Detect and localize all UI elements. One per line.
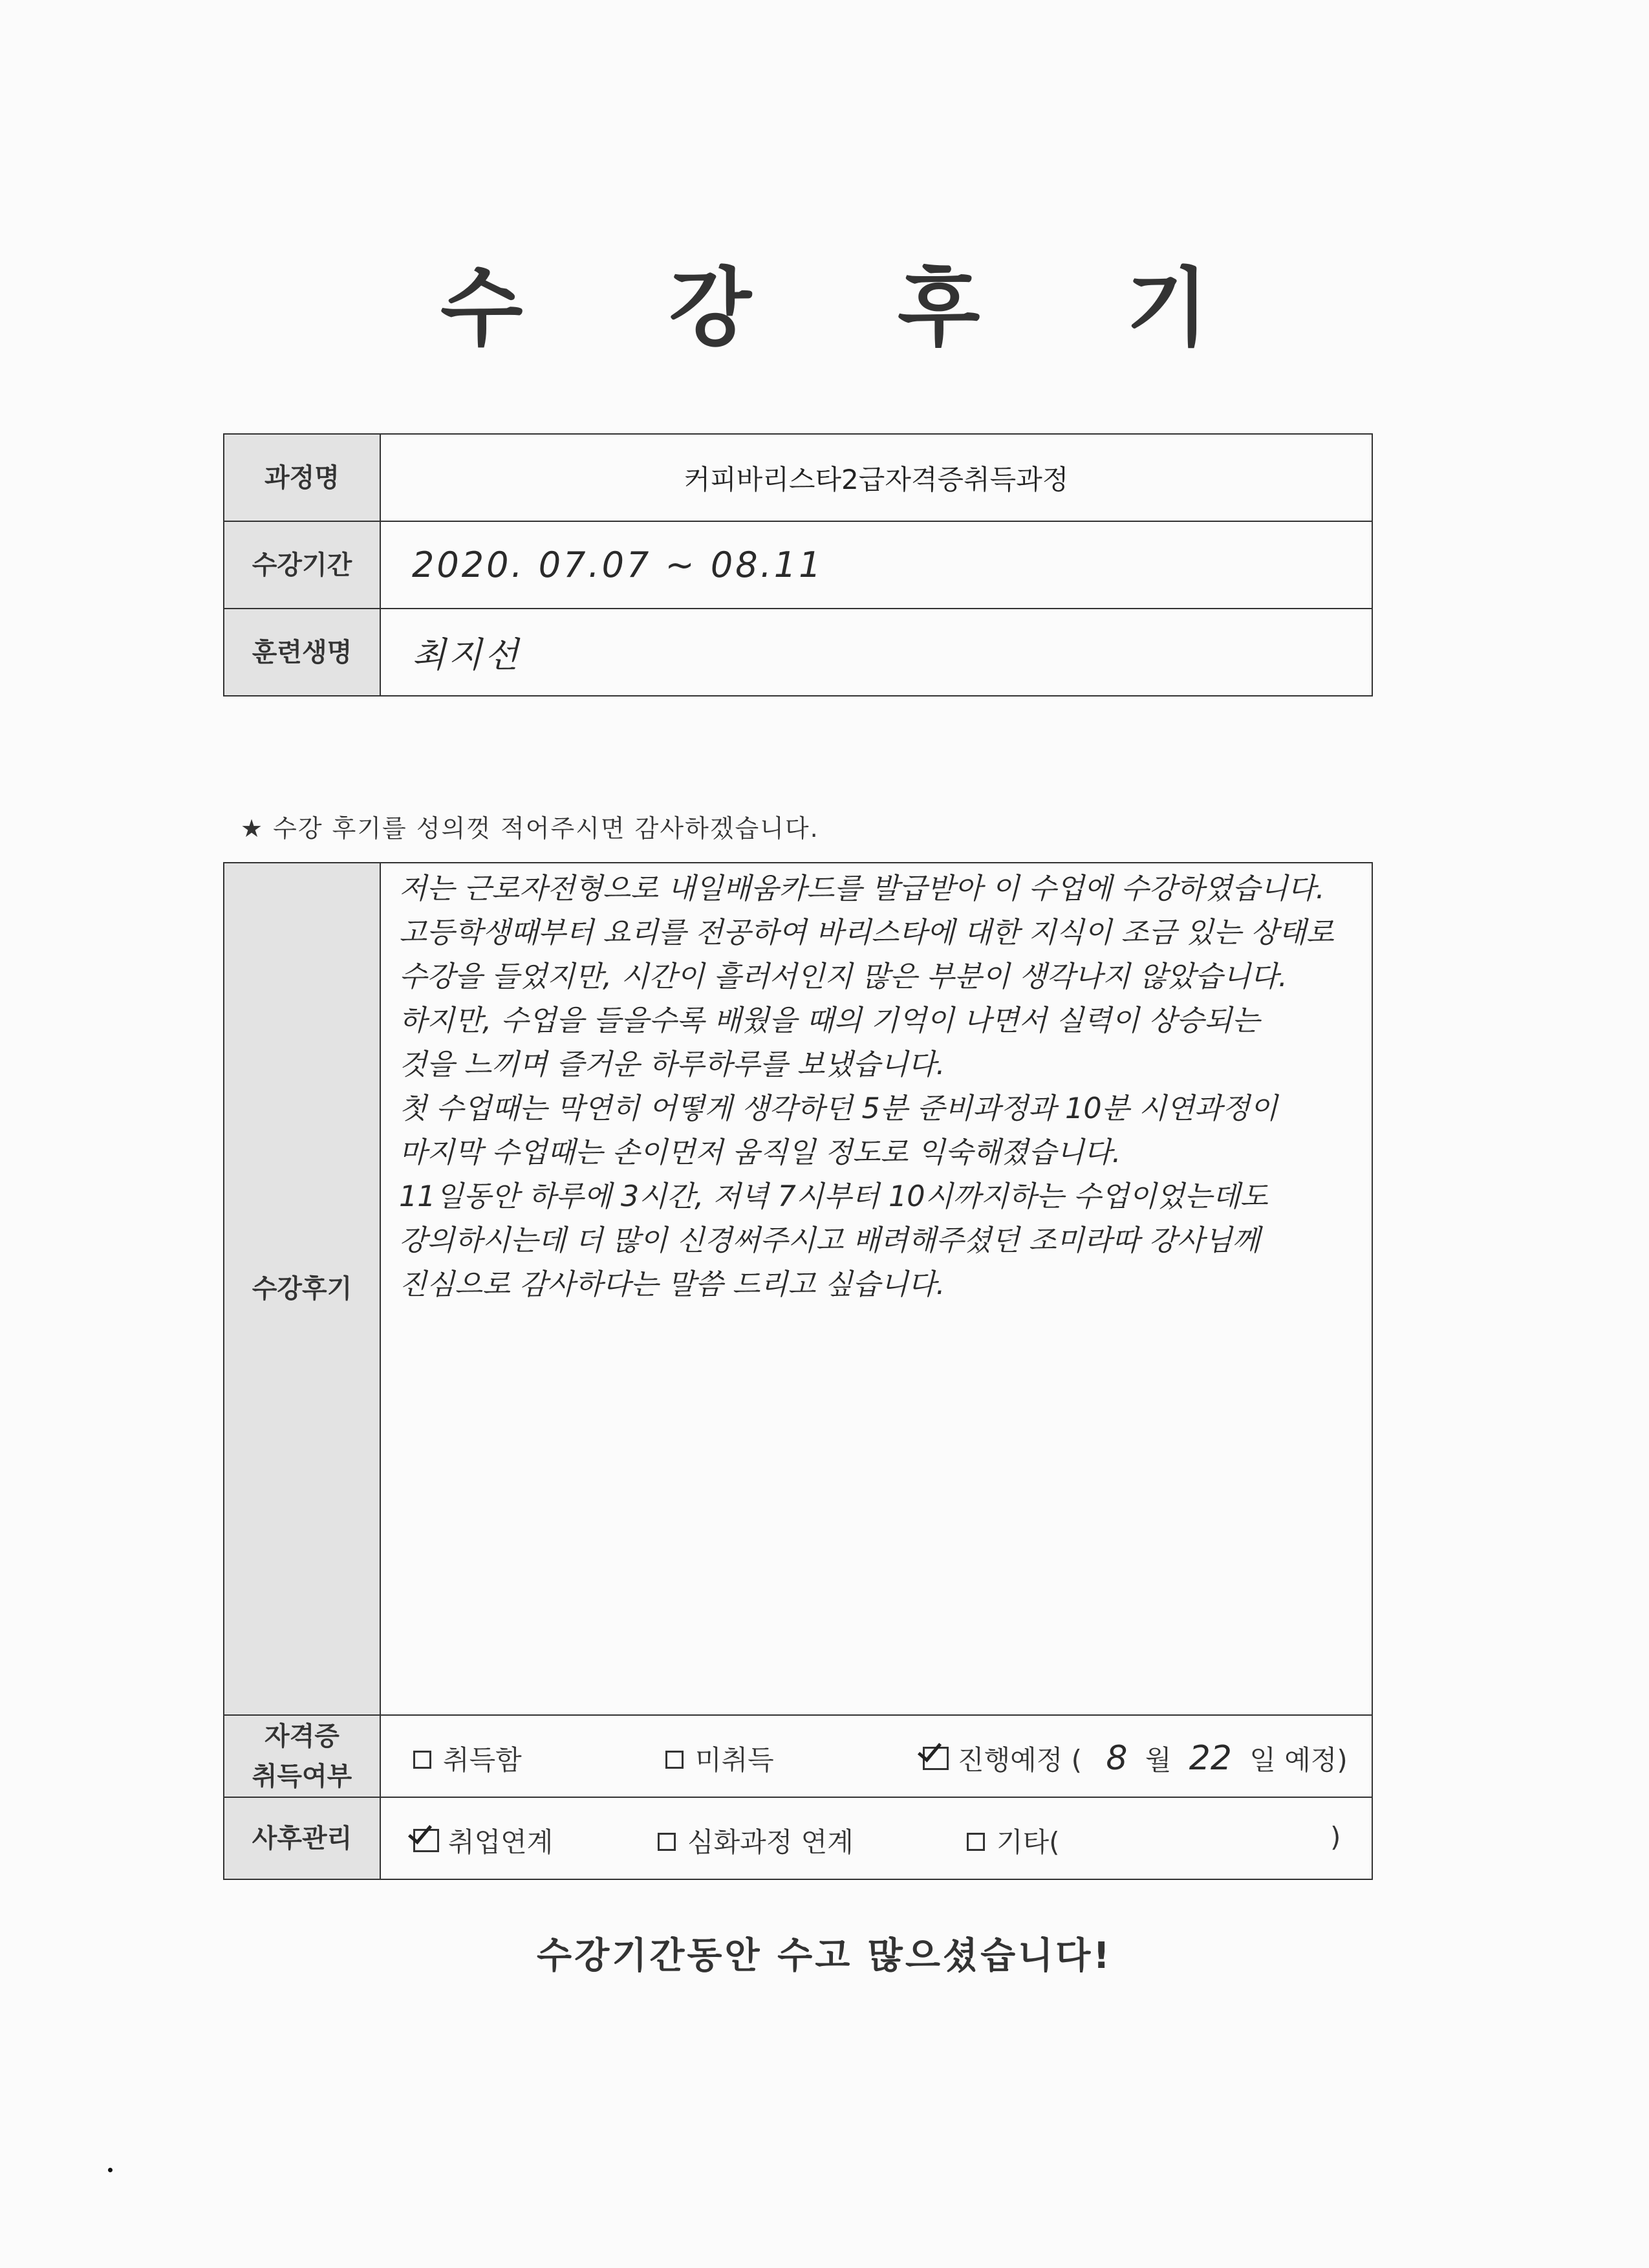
review-table	[223, 862, 1373, 1880]
option-employment[interactable]	[413, 1821, 553, 1860]
review-line: 저는 근로자전형으로 내일배움카드를 발급받아 이 수업에 수강하였습니다.	[399, 872, 1325, 905]
period-label: 수강기간	[224, 521, 380, 609]
aftercare-row	[224, 1797, 1372, 1879]
aftercare-label: 사후관리	[224, 1797, 380, 1879]
option-other-label: 기타(	[997, 1826, 1060, 1858]
option-in-progress[interactable]	[923, 1739, 1348, 1778]
day-unit: 일 예정)	[1249, 1744, 1348, 1776]
review-line: 마지막 수업때는 손이먼저 움직일 정도로 익숙해졌습니다.	[399, 1136, 1121, 1169]
review-line: 하지만, 수업을 들을수록 배웠을 때의 기억이 나면서 실력이 상승되는	[399, 1004, 1260, 1037]
certification-label-line2: 취득여부	[252, 1761, 352, 1791]
checkbox-empty-icon[interactable]	[658, 1833, 676, 1851]
checkbox-checked-icon[interactable]	[923, 1747, 949, 1770]
course-value: 커피바리스타2급자격증취득과정	[380, 434, 1372, 521]
checkbox-empty-icon[interactable]	[967, 1833, 985, 1851]
period-row	[224, 521, 1372, 609]
option-not-acquired[interactable]	[665, 1739, 774, 1778]
option-other-close: )	[1330, 1821, 1341, 1853]
review-line: 것을 느끼며 즐거운 하루하루를 보냈습니다.	[399, 1048, 945, 1081]
certification-label	[224, 1715, 380, 1797]
checkbox-empty-icon[interactable]	[413, 1751, 431, 1769]
option-advanced-label: 심화과정 연계	[687, 1826, 854, 1858]
checkbox-empty-icon[interactable]	[665, 1751, 684, 1769]
option-in-progress-label: 진행예정 (	[958, 1744, 1083, 1776]
course-label: 과정명	[224, 434, 380, 521]
period-value: 2020. 07.07 ~ 08.11	[380, 521, 1372, 609]
option-advanced[interactable]	[658, 1821, 854, 1860]
month-unit: 월	[1145, 1744, 1172, 1776]
option-acquired[interactable]	[413, 1739, 522, 1778]
scan-speck	[108, 2168, 113, 2172]
option-not-acquired-label: 미취득	[695, 1744, 774, 1776]
option-employment-label: 취업연계	[448, 1826, 554, 1858]
planned-month: 8	[1106, 1739, 1128, 1778]
option-acquired-label: 취득함	[443, 1744, 522, 1776]
review-line: 수강을 들었지만, 시간이 흘러서인지 많은 부분이 생각나지 않았습니다.	[399, 960, 1288, 993]
page-title: 수 강 후 기	[440, 259, 1267, 358]
certification-row	[224, 1715, 1372, 1797]
planned-day: 22	[1189, 1739, 1232, 1778]
trainee-name-value: 최지선	[380, 609, 1372, 696]
review-row	[224, 863, 1372, 1715]
review-line: 강의하시는데 더 많이 신경써주시고 배려해주셨던 조미라따 강사님께	[399, 1224, 1260, 1257]
course-info-table	[223, 433, 1373, 697]
certification-options	[380, 1715, 1372, 1797]
review-line: 11일동안 하루에 3시간, 저녁 7시부터 10시까지하는 수업이었는데도	[399, 1180, 1268, 1213]
review-body	[380, 863, 1372, 1715]
review-line: 진심으로 감사하다는 말씀 드리고 싶습니다.	[399, 1268, 945, 1301]
name-row	[224, 609, 1372, 696]
review-line: 고등학생때부터 요리를 전공하여 바리스타에 대한 지식이 조금 있는 상태로	[399, 916, 1334, 949]
footer-message: 수강기간동안 수고 많으셨습니다!	[537, 1935, 1112, 1977]
review-label: 수강후기	[224, 863, 380, 1715]
review-line: 첫 수업때는 막연히 어떻게 생각하던 5분 준비과정과 10분 시연과정이	[399, 1092, 1278, 1125]
notice-text: ★ 수강 후기를 성의껏 적어주시면 감사하겠습니다.	[241, 814, 819, 843]
checkbox-checked-icon[interactable]	[413, 1829, 439, 1852]
course-row	[224, 434, 1372, 521]
aftercare-options	[380, 1797, 1372, 1879]
option-other[interactable]	[967, 1821, 1060, 1860]
certification-label-line1: 자격증	[264, 1721, 339, 1751]
trainee-name-label: 훈련생명	[224, 609, 380, 696]
